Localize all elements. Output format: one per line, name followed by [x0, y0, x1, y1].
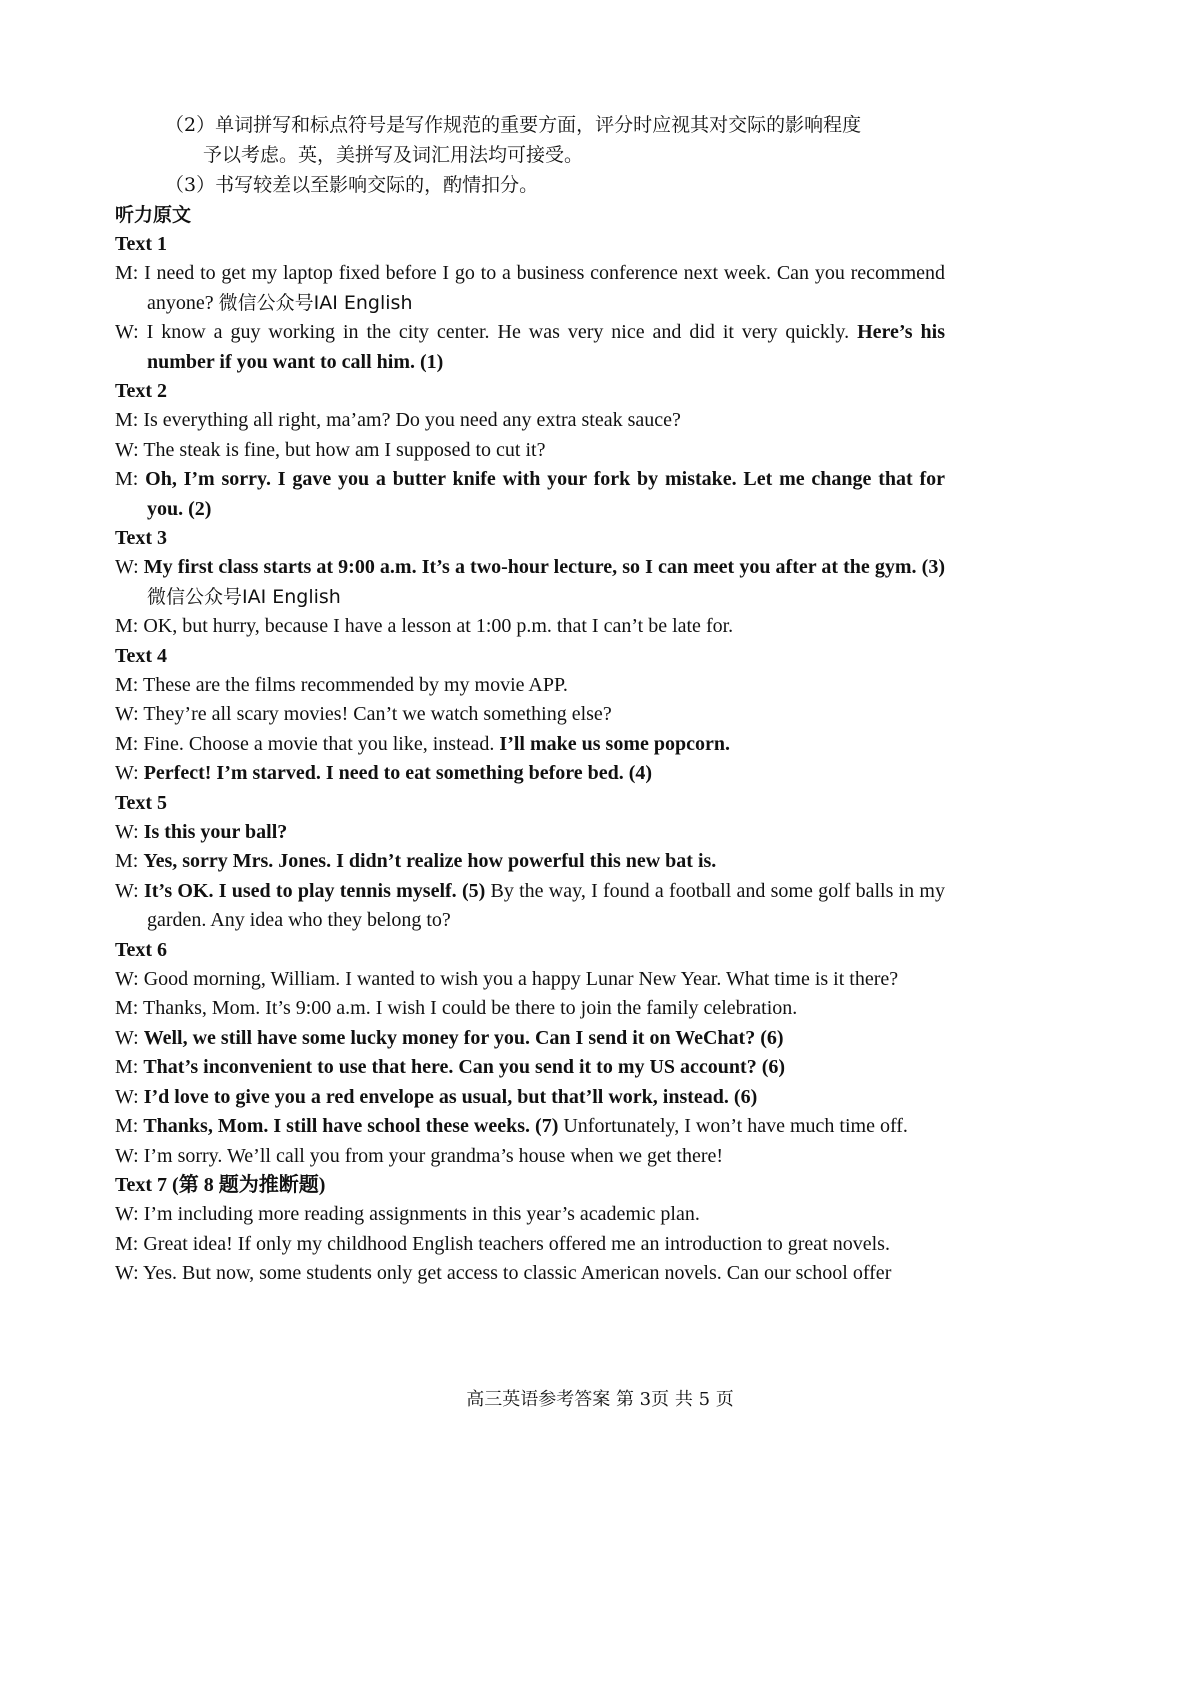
answer-key-text: I’d love to give you a red envelope as usual, but that’ll work, instead. (6): [143, 1085, 758, 1108]
dialogue-line: W: It’s OK. I used to play tennis myself. (5) By the way, I found a football and some golf balls in my garden. Any idea who they belong to?: [115, 879, 945, 931]
dialogue-line: W: Perfect! I’m starved. I need to eat something before bed. (4): [115, 762, 653, 784]
answer-key-text: Thanks, Mom. I still have school these weeks. (7): [143, 1115, 559, 1137]
dialogue-line: W: I know a guy working in the city center. He was very nice and did it very quickly. Here’s his number if you want to call him. (1): [115, 321, 945, 373]
dialogue-line: M: I need to get my laptop fixed before I go to a business conference next week. Can you recommend anyone? 微信公众号IAI English: [115, 262, 945, 314]
answer-key-text: I’ll make us some popcorn.: [499, 732, 730, 755]
answer-key-text: Is this your ball?: [143, 820, 288, 843]
dialogue-line: W: I’d love to give you a red envelope as usual, but that’ll work, instead. (6): [115, 1085, 758, 1108]
page-footer: 高三英语参考答案 第 3页 共 5 页: [466, 1389, 734, 1410]
dialogue-line: W: I’m including more reading assignments in this year’s academic plan.: [115, 1203, 700, 1225]
answer-key-text: Oh, I’m sorry. I gave you a butter knife with your fork by mistake. Let me change that for you. (2): [145, 468, 945, 520]
note-2: [115, 110, 945, 170]
dialogue-line: M: Yes, sorry Mrs. Jones. I didn’t realize how powerful this new bat is.: [115, 850, 717, 872]
watermark-text: 微信公众号IAI English: [218, 291, 413, 314]
section-title: 听力原文: [115, 204, 192, 226]
dialogue-line: M: Is everything all right, ma’am? Do you need any extra steak sauce?: [115, 409, 681, 431]
text-6-title: Text 6: [115, 938, 168, 961]
dialogue-line: M: These are the films recommended by my movie APP.: [115, 673, 568, 696]
dialogue-line: W: The steak is fine, but how am I supposed to cut it?: [115, 438, 546, 461]
dialogue-line: M: Thanks, Mom. I still have school these weeks. (7) Unfortunately, I won’t have much time off.: [115, 1115, 908, 1137]
dialogue-line: W: Is this your ball?: [115, 820, 288, 843]
answer-key-text: That’s inconvenient to use that here. Can you send it to my US account? (6): [143, 1056, 786, 1078]
dialogue-line: W: Yes. But now, some students only get access to classic American novels. Can our school offer: [115, 1262, 892, 1284]
note-2-line-2: 予以考虑。英，美拼写及词汇用法均可接受。: [203, 144, 584, 166]
watermark-text: 微信公众号IAI English: [147, 585, 341, 608]
note-2-line-1: （2）单词拼写和标点符号是写作规范的重要方面，评分时应视其对交际的影响程度: [165, 114, 862, 136]
text-2-title: Text 2: [115, 380, 168, 402]
dialogue-line: W: Well, we still have some lucky money for you. Can I send it on WeChat? (6): [115, 1026, 784, 1049]
dialogue-line: W: Good morning, William. I wanted to wish you a happy Lunar New Year. What time is it there?: [115, 967, 899, 990]
page-content: [115, 110, 945, 1289]
dialogue-line: M: That’s inconvenient to use that here. Can you send it to my US account? (6): [115, 1056, 786, 1078]
dialogue-line: M: OK, but hurry, because I have a lesson at 1:00 p.m. that I can’t be late for.: [115, 615, 734, 637]
dialogue-line: W: My first class starts at 9:00 a.m. It’s a two-hour lecture, so I can meet you after at the gym. (3) 微信公众号IAI English: [115, 556, 945, 608]
dialogue-line: M: Oh, I’m sorry. I gave you a butter knife with your fork by mistake. Let me change that for you. (2): [115, 468, 945, 520]
answer-key-text: Yes, sorry Mrs. Jones. I didn’t realize how powerful this new bat is.: [143, 850, 717, 872]
dialogue-line: M: Fine. Choose a movie that you like, instead. I’ll make us some popcorn.: [115, 732, 730, 755]
answer-key-text: My first class starts at 9:00 a.m. It’s a two-hour lecture, so I can meet you after at the gym. (3): [143, 556, 945, 578]
answer-key-text: It’s OK. I used to play tennis myself. (5): [143, 879, 486, 902]
answer-key-text: Well, we still have some lucky money for you. Can I send it on WeChat? (6): [143, 1026, 784, 1049]
answer-key-text: Perfect! I’m starved. I need to eat something before bed. (4): [143, 762, 653, 784]
note-3-line-1: （3）书写较差以至影响交际的，酌情扣分。: [165, 174, 539, 196]
text-1-title: Text 1: [115, 233, 168, 255]
note-3: [115, 170, 945, 200]
text-5-title: Text 5: [115, 791, 168, 814]
dialogue-line: W: They’re all scary movies! Can’t we watch something else?: [115, 703, 612, 725]
text-4-title: Text 4: [115, 644, 168, 667]
dialogue-line: M: Great idea! If only my childhood English teachers offered me an introduction to great novels.: [115, 1232, 890, 1255]
text-3-title: Text 3: [115, 527, 168, 549]
text-7-title: Text 7 (第 8 题为推断题): [115, 1174, 326, 1196]
scoring-notes: [115, 110, 945, 200]
answer-key-text: Here’s his number if you want to call him. (1): [147, 321, 945, 373]
dialogue-line: M: Thanks, Mom. It’s 9:00 a.m. I wish I could be there to join the family celebration.: [115, 997, 798, 1019]
dialogue-line: W: I’m sorry. We’ll call you from your grandma’s house when we get there!: [115, 1144, 724, 1167]
